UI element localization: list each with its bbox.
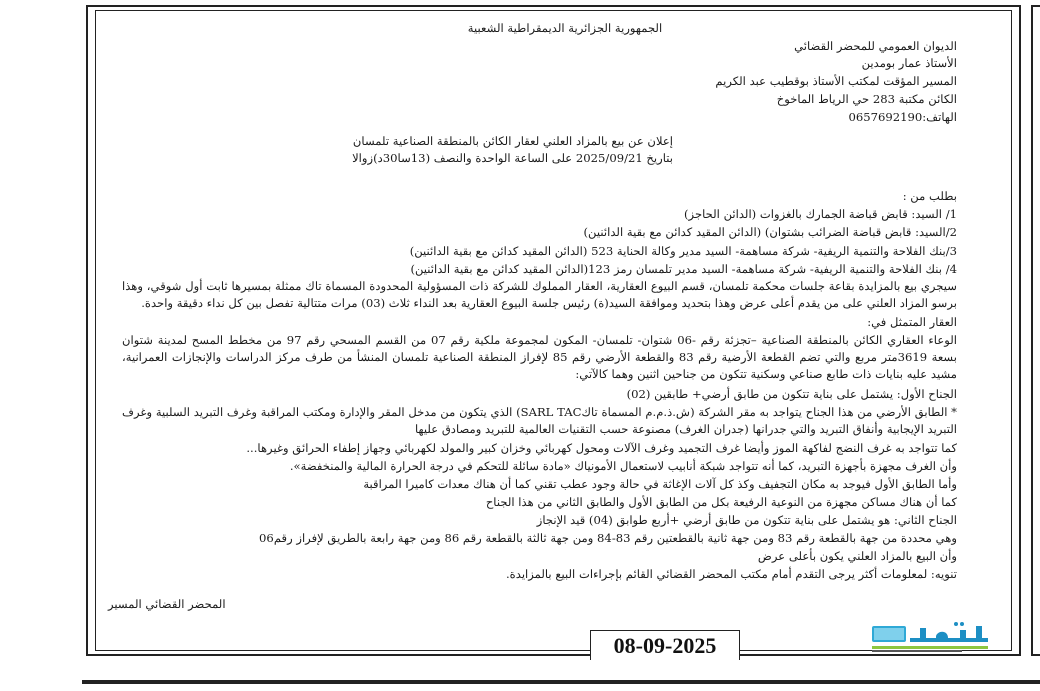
signature-label: المحضر القضائي المسير <box>108 597 226 611</box>
manager-line: المسير المؤقت لمكتب الأستاذ بوقطيب عبد الكريم <box>715 74 957 88</box>
body-line: 2/السيد: قابض قباضة الضرائب بشتوان) (الدائن المقيد كدائن مع بقية الدائنين) <box>583 225 957 239</box>
bailiff-name: الأستاذ عمار بومدين <box>861 56 957 70</box>
body-line: وأن الغرف مجهزة بأجهزة التبريد، كما أنه تتواجد شبكة أنابيب لاستعمال الأمونياك «مادة سائلة للتحكم في درجة الحرارة المالية والمنخفضة». <box>289 459 957 473</box>
body-line: كما تتواجد به غرف النضج لفاكهة الموز وأيضا غرف التجميد وغرف الآلات ومحول كهربائي وخزان كبير والمولد لكهربائي وجهاز إطفاء الحرائق وغيرها... <box>246 441 957 455</box>
newspaper-logo-icon <box>870 620 992 654</box>
body-line: 1/ السيد: قابض قباضة الجمارك بالغزوات (الدائن الحاجز) <box>684 207 957 221</box>
notice-line: تنويه: لمعلومات أكثر يرجى التقدم أمام مكتب المحضر القضائي القائم بإجراءات البيع بالمزايدة. <box>505 567 957 581</box>
wing1-paragraph: * الطابق الأرضي من هذا الجناح يتواجد به مقر الشركة (ش.ذ.م.م المسماة تاكSARL TAC) الذي يتكون من مدخل المقر والإدارة ومكتب المراقبة وغرف التبريد السلبية وغرف التبريد الإيجابية وأنفاق التبريد والتي جدرانها (جدران الغرف) مصنوعة حسب التقنيات العالمية للتبريد ومصادق عليها <box>122 405 957 436</box>
body-line: وهي محددة من جهة بالقطعة رقم 83 ومن جهة ثانية بالقطعتين رقم 83-84 ومن جهة ثالثة بالقطعة رقم 86 ومن جهة رابعة بالطريق لإفراز رقم06 <box>259 531 957 545</box>
body-line: بطلب من : <box>902 189 957 203</box>
announcement-title: إعلان عن بيع بالمزاد العلني لعقار الكائن بالمنطقة الصناعية تلمسان <box>352 134 673 148</box>
office-address: الكائن مكتبة 283 حي الرياط الماخوخ <box>776 92 957 106</box>
property-paragraph: الوعاء العقاري الكائن بالمنطقة الصناعية –تجزئة رقم -06 شتوان- تلمسان- المكون لمجموعة ملكية رقم 07 من القسم المسحي رقم 97 من مخطط المسح لمدينة شتوان بسعة 3619متر مربع والتي تضم القطعة الأرضية رقم 83 والقطعة الأرضي رقم 85 لإفراز المنطقة الصناعية تلمسان المنشأ من طرف مركز الدراسات والإنجازات العمرانية، مشيد عليه بنايات ذات طابع صناعي وسكنية تتكون من جناحين اثنين وهما كالآتي: <box>122 333 958 381</box>
announcement-datetime: بتاريخ 2025/09/21 على الساعة الواحدة والنصف (13سا30د)زوالا <box>352 151 673 165</box>
wing1-heading: الجناح الأول: يشتمل على بناية تتكون من طابق أرضي+ طابقين (02) <box>626 387 957 401</box>
publication-date: 08-09-2025 <box>590 630 740 660</box>
body-line: 4/ بنك الفلاحة والتنمية الريفية- شركة مساهمة- السيد مدير تلمسان رمز 123(الدائن المقيد كدائن مع بقية الدائنين) <box>410 262 957 276</box>
office-phone: الهاتف:0657692190 <box>848 110 957 124</box>
property-heading: العقار المتمثل في: <box>867 315 957 329</box>
republic-heading: الجمهورية الجزائرية الديمقراطية الشعبية <box>467 21 663 35</box>
body-line: كما أن هناك مساكن مجهزة من النوعية الرفيعة بكل من الطابق الأول والطابق الثاني من هذا الجناح <box>485 495 957 509</box>
body-line: وأما الطابق الأول فيوجد به مكان التجفيف وكذ كل آلات الإغاثة في حالة وجود عطب تقني كما أن هناك معدات كاميرا المراقبة <box>363 477 957 491</box>
adjacent-frame-edge <box>1031 5 1040 656</box>
office-name: الديوان العمومي للمحضر القضائي <box>794 39 957 53</box>
page-bottom-rule <box>82 680 1040 684</box>
sale-paragraph: سيجري بيع بالمزايدة بقاعة جلسات محكمة تلمسان، قسم البيوع العقارية، العقار المملوك للشركة ذات المسؤولية المحدودة المسماة تاك ممثلة بمسيرها ثابت أول شوقي، وهذا برسو المزاد العلني على من يقدم أعلى عرض وهذا بتحديد وموافقة السيد(ة) رئيس جلسة البيوع العقارية بعد النداء ثلاث (03) مرات متتالية تفصل بين كل نداء دقيقة واحدة. <box>122 279 957 310</box>
wing2-heading: الجناح الثاني: هو يشتمل على بناية تتكون من طابق أرضي +أربع طوابق (04) قيد الإنجاز <box>536 513 957 527</box>
body-line: وأن البيع بالمزاد العلني يكون بأعلى عرض <box>757 549 957 563</box>
body-line: 3/بنك الفلاحة والتنمية الريفية- شركة مساهمة- السيد مدير وكالة الحناية 523 (الدائن المقيد كدائن مع بقية الدائنين) <box>409 244 957 258</box>
